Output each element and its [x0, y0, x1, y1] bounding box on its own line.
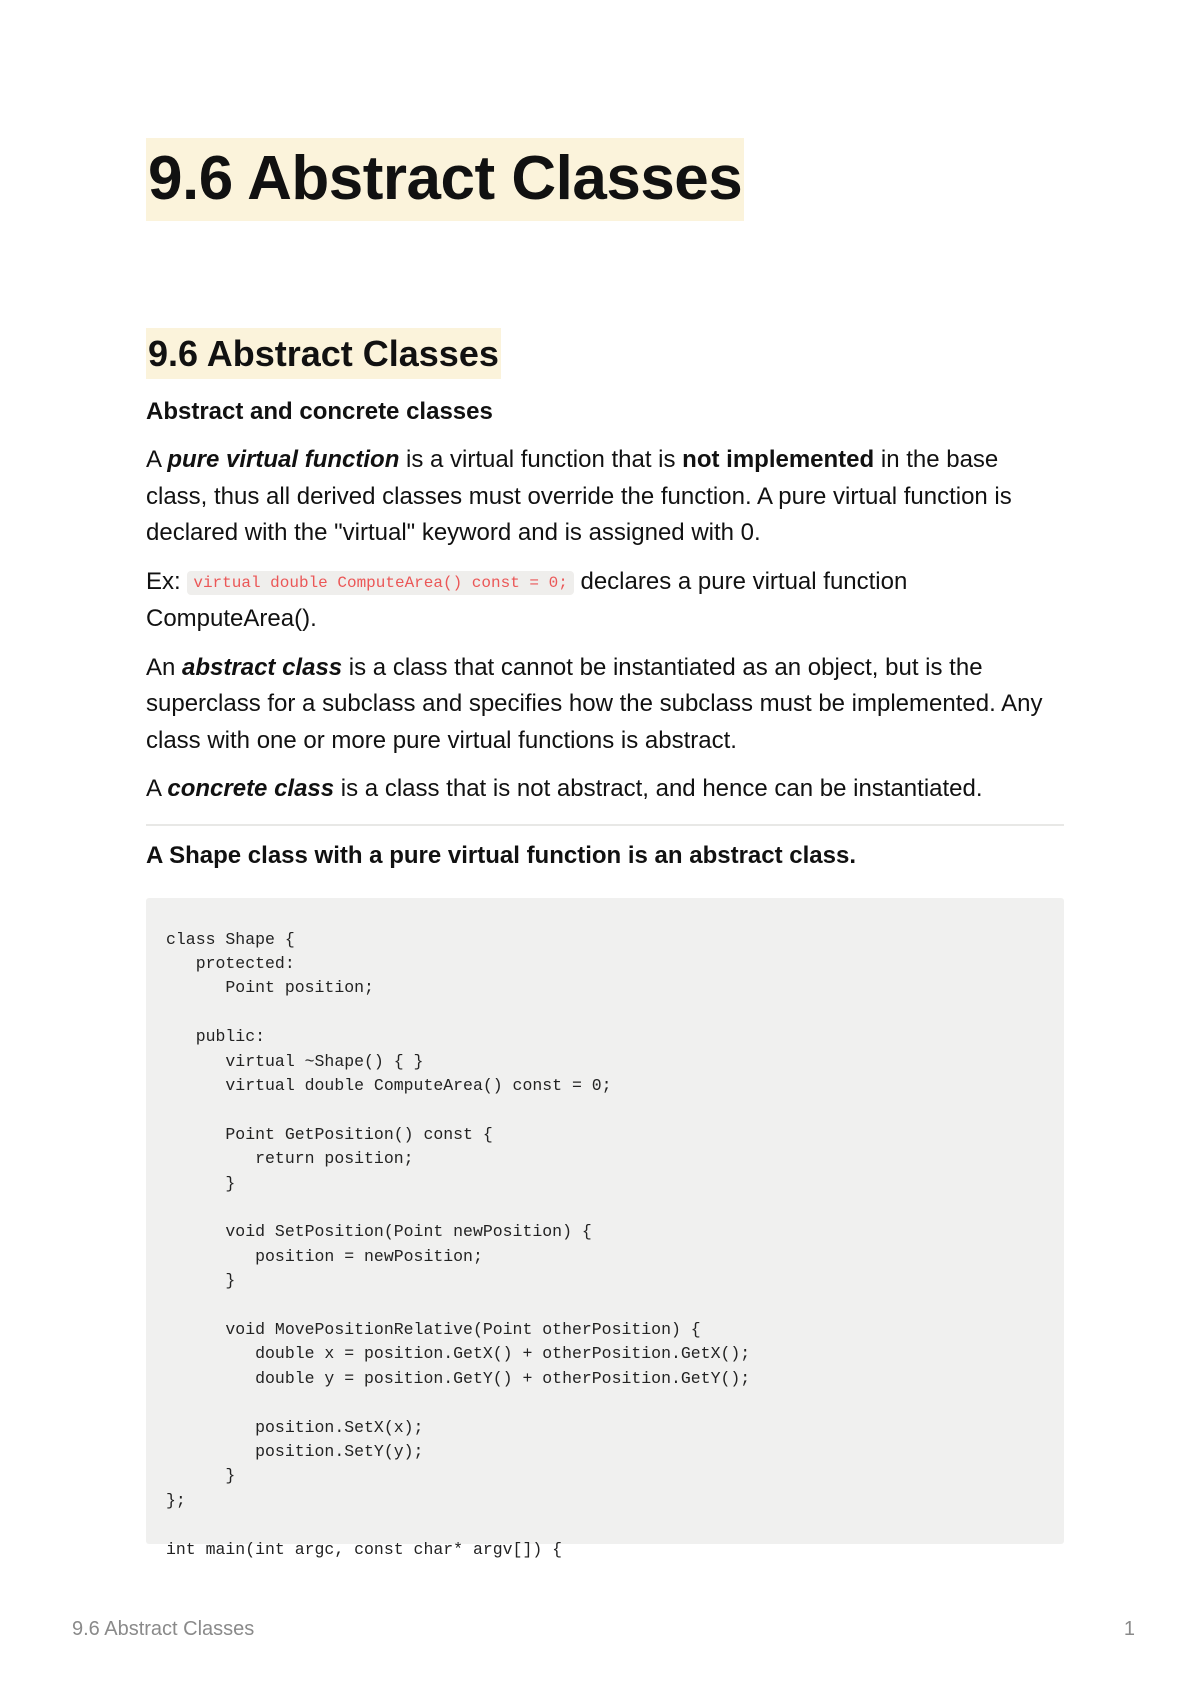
concrete-class-paragraph: A concrete class is a class that is not abstract, and hence can be instantiated. [146, 775, 983, 802]
subheading: Abstract and concrete classes [146, 398, 493, 425]
code-block [146, 898, 1064, 1559]
pure-virtual-paragraph: A pure virtual function is a virtual function that is not implemented in the base class, thus all derived classes must override the function. A pure virtual function is declared with the "virtual" keyword and is assigned with 0. [146, 446, 1012, 546]
section-body [146, 396, 1064, 1559]
section-title [146, 333, 501, 374]
divider [146, 824, 1064, 826]
footer-title: 9.6 Abstract Classes [72, 1618, 255, 1640]
abstract-class-paragraph: An abstract class is a class that cannot be instantiated as an object, but is the superclass for a subclass and specifies how the subclass must be implemented. Any class with one or more pure virtual functions is abstract. [146, 653, 1043, 754]
term-concrete-class: concrete class [167, 775, 335, 802]
inline-code: virtual double ComputeArea() const = 0; [187, 571, 573, 595]
document-title [146, 144, 744, 213]
bold-not-implemented: not implemented [682, 446, 875, 473]
code-listing: class Shape { protected: Point position; public: virtual ~Shape() { } virtual double ComputeArea() const = 0; Point GetPosition() const { return position; } void SetPosition(Point newPosition) { position = newPosition; } void MovePositionRelative(Point otherPosition) { double x = position.GetX() + otherPosition.GetX(); double y = position.GetY() + otherPosition.GetY(); position.SetX(x); position.SetY(y); } }; int main(int argc, const char* argv[]) { [166, 929, 751, 1559]
example-heading: A Shape class with a pure virtual function is an abstract class. [146, 841, 857, 869]
term-pure-virtual-function: pure virtual function [167, 446, 400, 473]
document-title-text: 9.6 Abstract Classes [146, 138, 744, 221]
term-abstract-class: abstract class [182, 653, 343, 681]
section-title-text: 9.6 Abstract Classes [146, 328, 501, 379]
page-number: 1 [1123, 1618, 1135, 1640]
example-paragraph: Ex: virtual double ComputeArea() const = 0; declares a pure virtual function ComputeArea(). [146, 567, 908, 632]
